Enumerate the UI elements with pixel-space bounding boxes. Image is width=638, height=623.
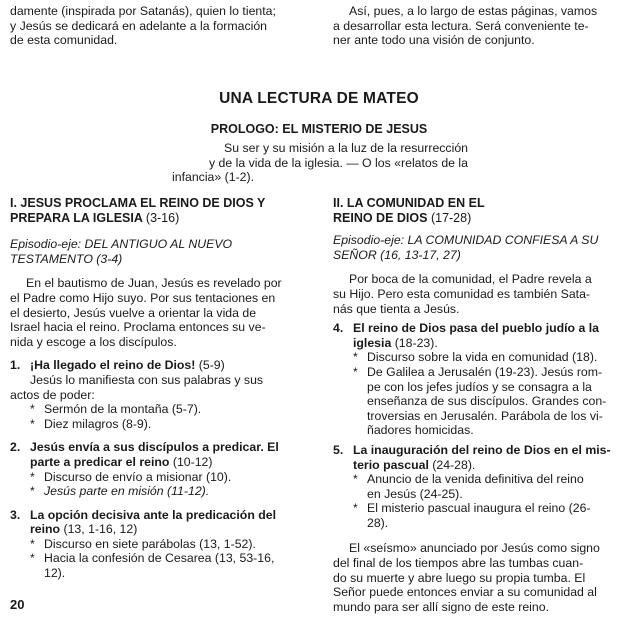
section-2-title-ref: (17-28) bbox=[430, 210, 472, 225]
list-item bbox=[10, 440, 295, 469]
item-ref: (18-23). bbox=[394, 335, 438, 350]
section-2-intro bbox=[333, 272, 627, 316]
item-title-line bbox=[353, 458, 627, 473]
item-number: 1. bbox=[10, 358, 21, 373]
text-line: Su ser y su misión a la luz de la resurrección bbox=[224, 141, 468, 155]
page-number: 20 bbox=[10, 597, 25, 612]
bullet-item bbox=[10, 484, 295, 499]
text-line: Israel hacia el reino. Proclama entonces su ve- bbox=[10, 320, 266, 335]
item-title: La opción decisiva ante la predicación del bbox=[30, 507, 277, 522]
prologo-title: PROLOGO: EL MISTERIO DE JESUS bbox=[210, 122, 428, 136]
item-title: La inauguración del reino de Dios en el mis- bbox=[353, 442, 611, 457]
asterisk-icon: * bbox=[30, 551, 35, 566]
text-line: Por boca de la comunidad, el Padre revela a bbox=[349, 272, 592, 287]
item-title-line bbox=[30, 522, 295, 537]
section-2-closing bbox=[333, 541, 627, 614]
section-1-title-ref: (3-16) bbox=[145, 210, 180, 225]
item-title-line bbox=[30, 358, 295, 373]
item-title: El reino de Dios pasa del pueblo judío a la bbox=[353, 321, 599, 336]
episode-line: Episodio-eje: LA COMUNIDAD CONFIESA A SU bbox=[333, 233, 599, 248]
bullet-text: ñadores homicidas. bbox=[367, 423, 474, 438]
bullet-item bbox=[333, 350, 627, 365]
section-2-title-text: REINO DE DIOS bbox=[333, 210, 428, 225]
bullet-item bbox=[10, 551, 295, 566]
top-left-paragraph bbox=[10, 4, 295, 48]
item-number: 4. bbox=[333, 321, 344, 336]
text-line: infancia» (1-2). bbox=[172, 170, 255, 185]
text-line: y Jesús se dedicará en adelante a la formación bbox=[10, 18, 268, 33]
text-line: y de la vida de la iglesia. — O los «relatos de la bbox=[208, 155, 468, 170]
bullet-text: Anuncio de la venida definitiva del reino bbox=[367, 472, 584, 487]
text-line: del final de los tiempos abre las tumbas cuan- bbox=[333, 556, 584, 571]
chapter-title: UNA LECTURA DE MATEO bbox=[219, 90, 419, 107]
asterisk-icon: * bbox=[30, 536, 35, 551]
asterisk-icon: * bbox=[353, 364, 358, 379]
item-title: terio pascual bbox=[353, 457, 429, 472]
text-line: En el bautismo de Juan, Jesús es revelado por bbox=[26, 276, 282, 291]
list-item bbox=[333, 443, 627, 472]
section-2-title bbox=[333, 196, 627, 225]
section-2-title-line: II. LA COMUNIDAD EN EL bbox=[333, 196, 485, 210]
text-line: damente (inspirada por Satanás), quien lo tienta; bbox=[10, 4, 276, 18]
item-ref: (10-12) bbox=[172, 454, 213, 469]
text-line: ner ante todo una visión de conjunto. bbox=[333, 33, 535, 48]
section-1 bbox=[10, 196, 295, 581]
text-line: el desierto, Jesús vuelve a orientar la vida de bbox=[10, 305, 257, 320]
item-title-line bbox=[30, 455, 295, 470]
item-number: 3. bbox=[10, 507, 21, 522]
list-item bbox=[10, 358, 295, 373]
text-line: de esta comunidad. bbox=[10, 33, 118, 48]
prologo-description bbox=[172, 141, 468, 185]
asterisk-icon: * bbox=[353, 501, 358, 516]
bullet-item bbox=[333, 472, 627, 501]
text-line: Señor puede entonces enviar a su comunidad al bbox=[333, 585, 597, 600]
item-ref: (13, 1-16, 12) bbox=[63, 522, 138, 537]
item-title: ¡Ha llegado el reino de Dios! bbox=[30, 358, 196, 373]
episode-line: Episodio-eje: DEL ANTIGUO AL NUEVO bbox=[10, 237, 233, 252]
item-title-line bbox=[353, 336, 627, 351]
section-1-title-text: PREPARA LA IGLESIA bbox=[10, 210, 143, 225]
bullet-item bbox=[333, 365, 627, 438]
bullet-item bbox=[10, 470, 295, 485]
bullet-item bbox=[333, 501, 627, 530]
section-2-episode bbox=[333, 233, 627, 262]
bullet-item bbox=[10, 537, 295, 552]
bullet-text: Hacia la confesión de Cesarea (13, 53-16, bbox=[44, 551, 275, 566]
episode-line: TESTAMENTO (3-4) bbox=[10, 251, 123, 266]
bullet-text: 28). bbox=[367, 515, 389, 530]
text-line: mundo para ser allí signo de este reino. bbox=[333, 599, 550, 614]
section-2 bbox=[333, 196, 627, 614]
bullet-text: Sermón de la montaña (5-7). bbox=[44, 402, 202, 417]
bullet-text: troversias en Jerusalén. Parábola de los vi- bbox=[367, 408, 603, 423]
text-line: do su muerte y abre luego su propia tumba. El bbox=[333, 570, 586, 585]
list-item bbox=[10, 508, 295, 537]
asterisk-icon: * bbox=[30, 484, 35, 499]
bullet-text: en Jesús (24-25). bbox=[367, 486, 463, 501]
text-line: actos de poder: bbox=[10, 387, 95, 402]
bullet-text: enseñanza de sus discípulos. Grandes con- bbox=[367, 394, 607, 409]
bullet-text: Discurso de envío a misionar (10). bbox=[44, 469, 232, 484]
bullet-item bbox=[10, 402, 295, 417]
section-1-title-line bbox=[10, 211, 295, 226]
bullet-text: Discurso en siete parábolas (13, 1-52). bbox=[44, 536, 256, 551]
item-body bbox=[10, 373, 295, 388]
bullet-text: Discurso sobre la vida en comunidad (18). bbox=[367, 350, 598, 365]
item-title: reino bbox=[30, 522, 61, 537]
text-line: nida y escoge a los discípulos. bbox=[10, 334, 177, 349]
bullet-text: Diez milagros (8-9). bbox=[44, 416, 152, 431]
bullet-item bbox=[10, 417, 295, 432]
item-title: Jesús envía a sus discípulos a predicar. El bbox=[30, 440, 279, 455]
item-number: 2. bbox=[10, 440, 21, 455]
item-ref: (5-9) bbox=[198, 358, 225, 373]
asterisk-icon: * bbox=[353, 350, 358, 365]
bullet-text: El misterio pascual inaugura el reino (26- bbox=[367, 501, 591, 516]
item-title: parte a predicar el reino bbox=[30, 454, 170, 469]
asterisk-icon: * bbox=[353, 472, 358, 487]
section-2-title-line bbox=[333, 211, 627, 226]
text-line: el Padre como Hijo suyo. Por sus tentaciones en bbox=[10, 290, 276, 305]
section-1-title bbox=[10, 196, 295, 225]
text-line: Jesús lo manifiesta con sus palabras y sus bbox=[30, 372, 264, 387]
asterisk-icon: * bbox=[30, 469, 35, 484]
item-number: 5. bbox=[333, 442, 344, 457]
section-1-intro bbox=[10, 276, 295, 349]
asterisk-icon: * bbox=[30, 416, 35, 431]
bullet-text: Jesús parte en misión (11-12). bbox=[44, 484, 210, 499]
text-line: a desarrollar esta lectura. Será conveniente te- bbox=[333, 18, 589, 33]
item-title: iglesia bbox=[353, 335, 392, 350]
bullet-text: De Galilea a Jerusalén (19-23). Jesús rom- bbox=[367, 364, 603, 379]
bullet-continuation: 12). bbox=[44, 566, 66, 581]
list-item bbox=[333, 321, 627, 350]
bullet-text: pe con los jefes judíos y se consagra a la bbox=[367, 379, 592, 394]
section-1-title-line: I. JESUS PROCLAMA EL REINO DE DIOS Y bbox=[10, 196, 266, 210]
asterisk-icon: * bbox=[30, 402, 35, 417]
text-line: El «seísmo» anunciado por Jesús como signo bbox=[349, 541, 600, 556]
item-ref: (24-28). bbox=[432, 457, 476, 472]
text-line: Así, pues, a lo largo de estas páginas, vamos bbox=[349, 4, 598, 18]
text-line: su Hijo. Pero esta comunidad es también Sata- bbox=[333, 286, 591, 301]
top-right-paragraph bbox=[333, 4, 627, 48]
text-line: nás que tienta a Jesús. bbox=[333, 301, 460, 316]
section-1-episode bbox=[10, 237, 295, 266]
episode-line: SEÑOR (16, 13-17, 27) bbox=[333, 247, 461, 262]
